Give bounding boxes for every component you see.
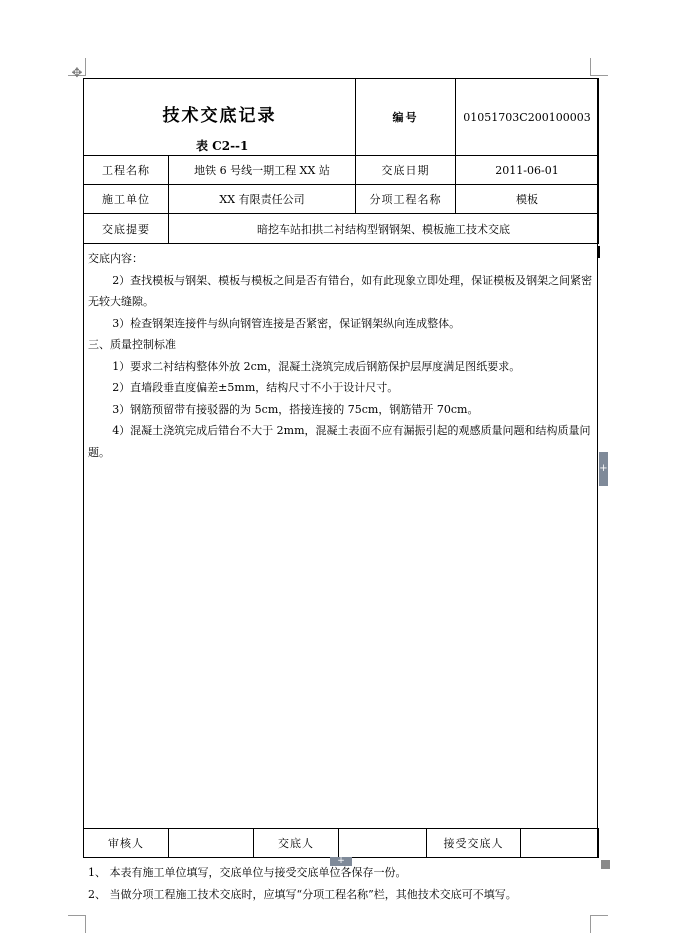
crop-mark — [85, 915, 86, 933]
content-line: 3）检查钢架连接件与纵向钢管连接是否紧密，保证钢架纵向连成整体。 — [112, 316, 461, 330]
reviewer-label: 审核人 — [84, 829, 169, 858]
notes — [88, 862, 517, 906]
content-line: 3）钢筋预留带有接驳器的为 5cm，搭接连接的 75cm，钢筋错开 70cm。 — [112, 402, 479, 416]
note-item: 1、 本表有施工单位填写，交底单位与接受交底单位各保存一份。 — [88, 866, 407, 879]
reviewer-value[interactable] — [169, 829, 254, 858]
resize-corner-icon[interactable] — [601, 860, 610, 869]
crop-mark — [590, 75, 608, 76]
project-name-value[interactable]: 地铁 6 号线一期工程 XX 站 — [169, 156, 356, 185]
project-name-label: 工程名称 — [84, 156, 169, 185]
crop-mark — [590, 58, 591, 76]
form-number: 表 C2--1 — [196, 139, 249, 153]
unit-value[interactable]: XX 有限责任公司 — [169, 185, 356, 214]
header-table — [83, 78, 599, 244]
content-line: 2）查找模板与钢架、模板与模板之间是否有错台，如有此现象立即处理，保证模板及钢架之间紧密无较大缝隙。 — [88, 273, 593, 308]
unit-label: 施工单位 — [84, 185, 169, 214]
receiver-label: 接受交底人 — [427, 829, 521, 858]
content-line: 4）混凝土浇筑完成后错台不大于 2mm，混凝土表面不应有漏振引起的观感质量问题和结构质量问题。 — [88, 424, 591, 459]
section-title: 三、质量控制标准 — [88, 338, 176, 351]
add-column-icon[interactable]: + — [599, 452, 608, 486]
crop-mark — [68, 915, 86, 916]
content-line: 2）直墙段垂直度偏差±5mm，结构尺寸不小于设计尺寸。 — [112, 381, 399, 394]
subproject-value[interactable]: 模板 — [456, 185, 599, 214]
crop-mark — [590, 915, 591, 933]
date-label: 交底日期 — [356, 156, 456, 185]
crop-mark — [85, 58, 86, 76]
note-item: 2、 当做分项工程施工技术交底时，应填写“分项工程名称”栏，其他技术交底可不填写。 — [88, 888, 517, 901]
code-label: 编号 — [356, 79, 456, 156]
code-value[interactable]: 01051703C200100003 — [456, 79, 599, 156]
table-move-icon[interactable]: ✥ — [71, 66, 83, 81]
form-title: 技术交底记录 — [162, 106, 277, 126]
text-cursor — [598, 246, 600, 258]
receiver-value[interactable] — [521, 829, 599, 858]
crop-mark — [590, 915, 608, 916]
signature-table — [83, 828, 599, 858]
content-heading: 交底内容： — [88, 252, 143, 265]
discloser-label: 交底人 — [254, 829, 339, 858]
subproject-label: 分项工程名称 — [356, 185, 456, 214]
summary-label: 交底提要 — [84, 214, 169, 244]
content-line: 1）要求二衬结构整体外放 2cm，混凝土浇筑完成后钢筋保护层厚度满足图纸要求。 — [112, 359, 521, 373]
summary-value[interactable]: 暗挖车站扣拱二衬结构型钢钢架、模板施工技术交底 — [169, 214, 599, 244]
disclosure-content[interactable] — [88, 248, 594, 463]
title-cell — [84, 79, 356, 156]
date-value[interactable]: 2011-06-01 — [456, 156, 599, 185]
discloser-value[interactable] — [339, 829, 427, 858]
add-row-icon[interactable]: + — [330, 857, 352, 866]
